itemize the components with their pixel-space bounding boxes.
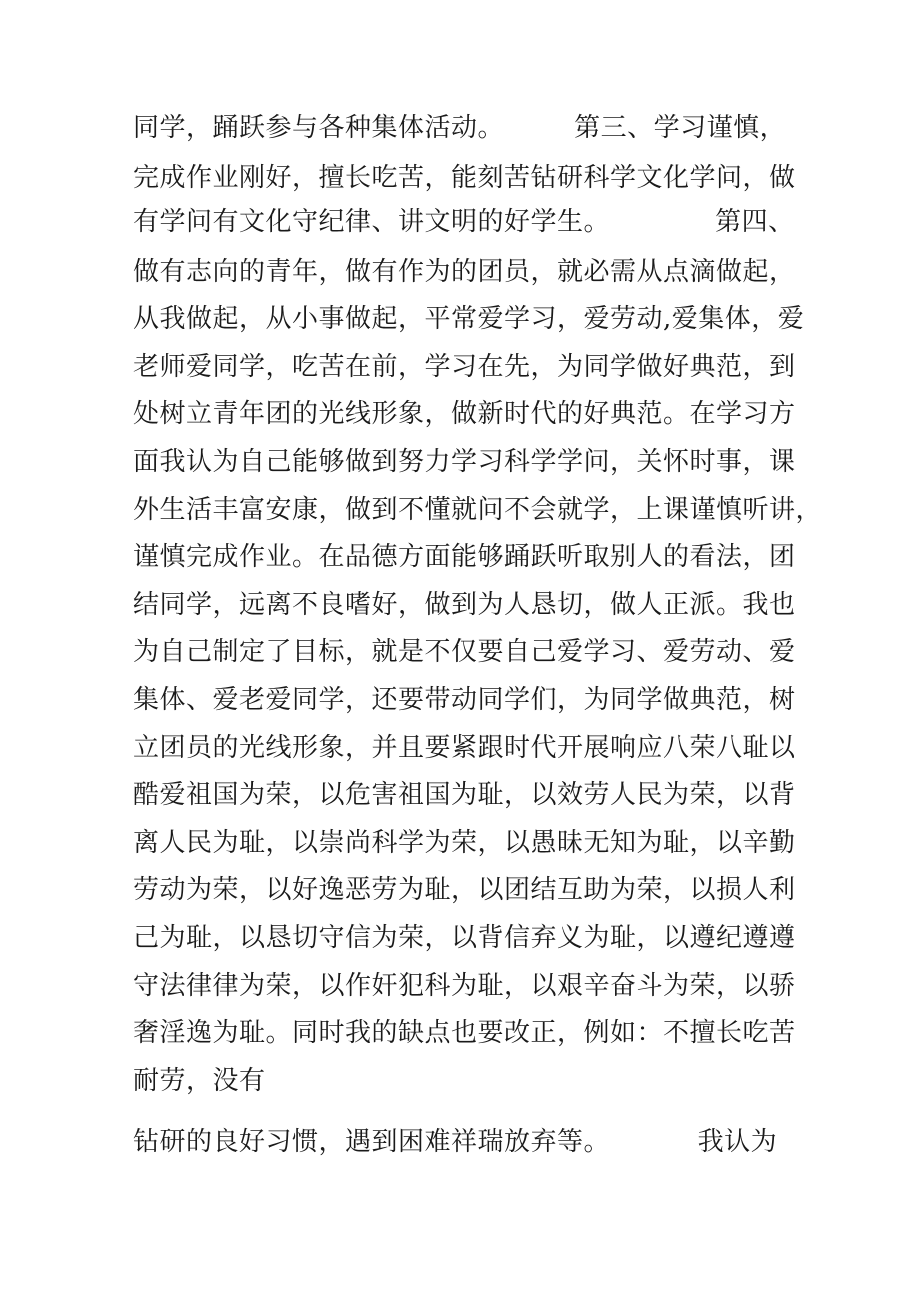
text-line: 为自己制定了目标，就是不仅要自己爱学习、爱劳动、爱 [133,637,796,667]
text-line: 酷爱祖国为荣，以危害祖国为耻，以效劳人民为荣，以背 [133,780,796,810]
text-line: 己为耻，以恳切守信为荣，以背信弃义为耻，以遵纪遵遵 [133,923,796,953]
text-line: 从我做起，从小事做起，平常爱学习，爱劳动,爱集体，爱 [133,304,805,334]
text-line: 钻研的良好习惯，遇到困难祥瑞放弃等。 我认为 [133,1127,778,1157]
text-line: 劳动为荣，以好逸恶劳为耻，以团结互助为荣，以损人利 [133,875,796,905]
text-line: 结同学，远离不良嗜好，做到为人恳切，做人正派。我也 [133,590,796,620]
text-line: 外生活丰富安康，做到不懂就问不会就学，上课谨慎听讲， [133,495,823,525]
text-line: 面我认为自己能够做到努力学习科学学问，关怀时事，课 [133,447,796,477]
text-line: 守法律律为荣，以作奸犯科为耻，以艰辛奋斗为荣，以骄 [133,971,796,1001]
text-line: 做有志向的青年，做有作为的团员，就必需从点滴做起， [133,257,796,287]
text-line: 完成作业刚好，擅长吃苦，能刻苦钻研科学文化学问，做 [133,163,796,193]
text-line: 同学，踊跃参与各种集体活动。 第三、学习谨慎， [133,113,787,143]
text-line: 有学问有文化守纪律、讲文明的好学生。 第四、 [133,207,795,237]
text-line: 奢淫逸为耻。同时我的缺点也要改正，例如：不擅长吃苦 [133,1018,796,1048]
text-line: 耐劳，没有 [133,1066,266,1096]
text-line: 离人民为耻，以崇尚科学为荣，以愚昧无知为耻，以辛勤 [133,828,796,858]
text-line: 集体、爱老爱同学，还要带动同学们，为同学做典范，树 [133,685,796,715]
text-line: 老师爱同学，吃苦在前，学习在先，为同学做好典范，到 [133,352,796,382]
text-line: 立团员的光线形象，并且要紧跟时代开展响应八荣八耻以 [133,733,796,763]
text-line: 处树立青年团的光线形象，做新时代的好典范。在学习方 [133,399,796,429]
text-line: 谨慎完成作业。在品德方面能够踊跃听取别人的看法，团 [133,542,796,572]
